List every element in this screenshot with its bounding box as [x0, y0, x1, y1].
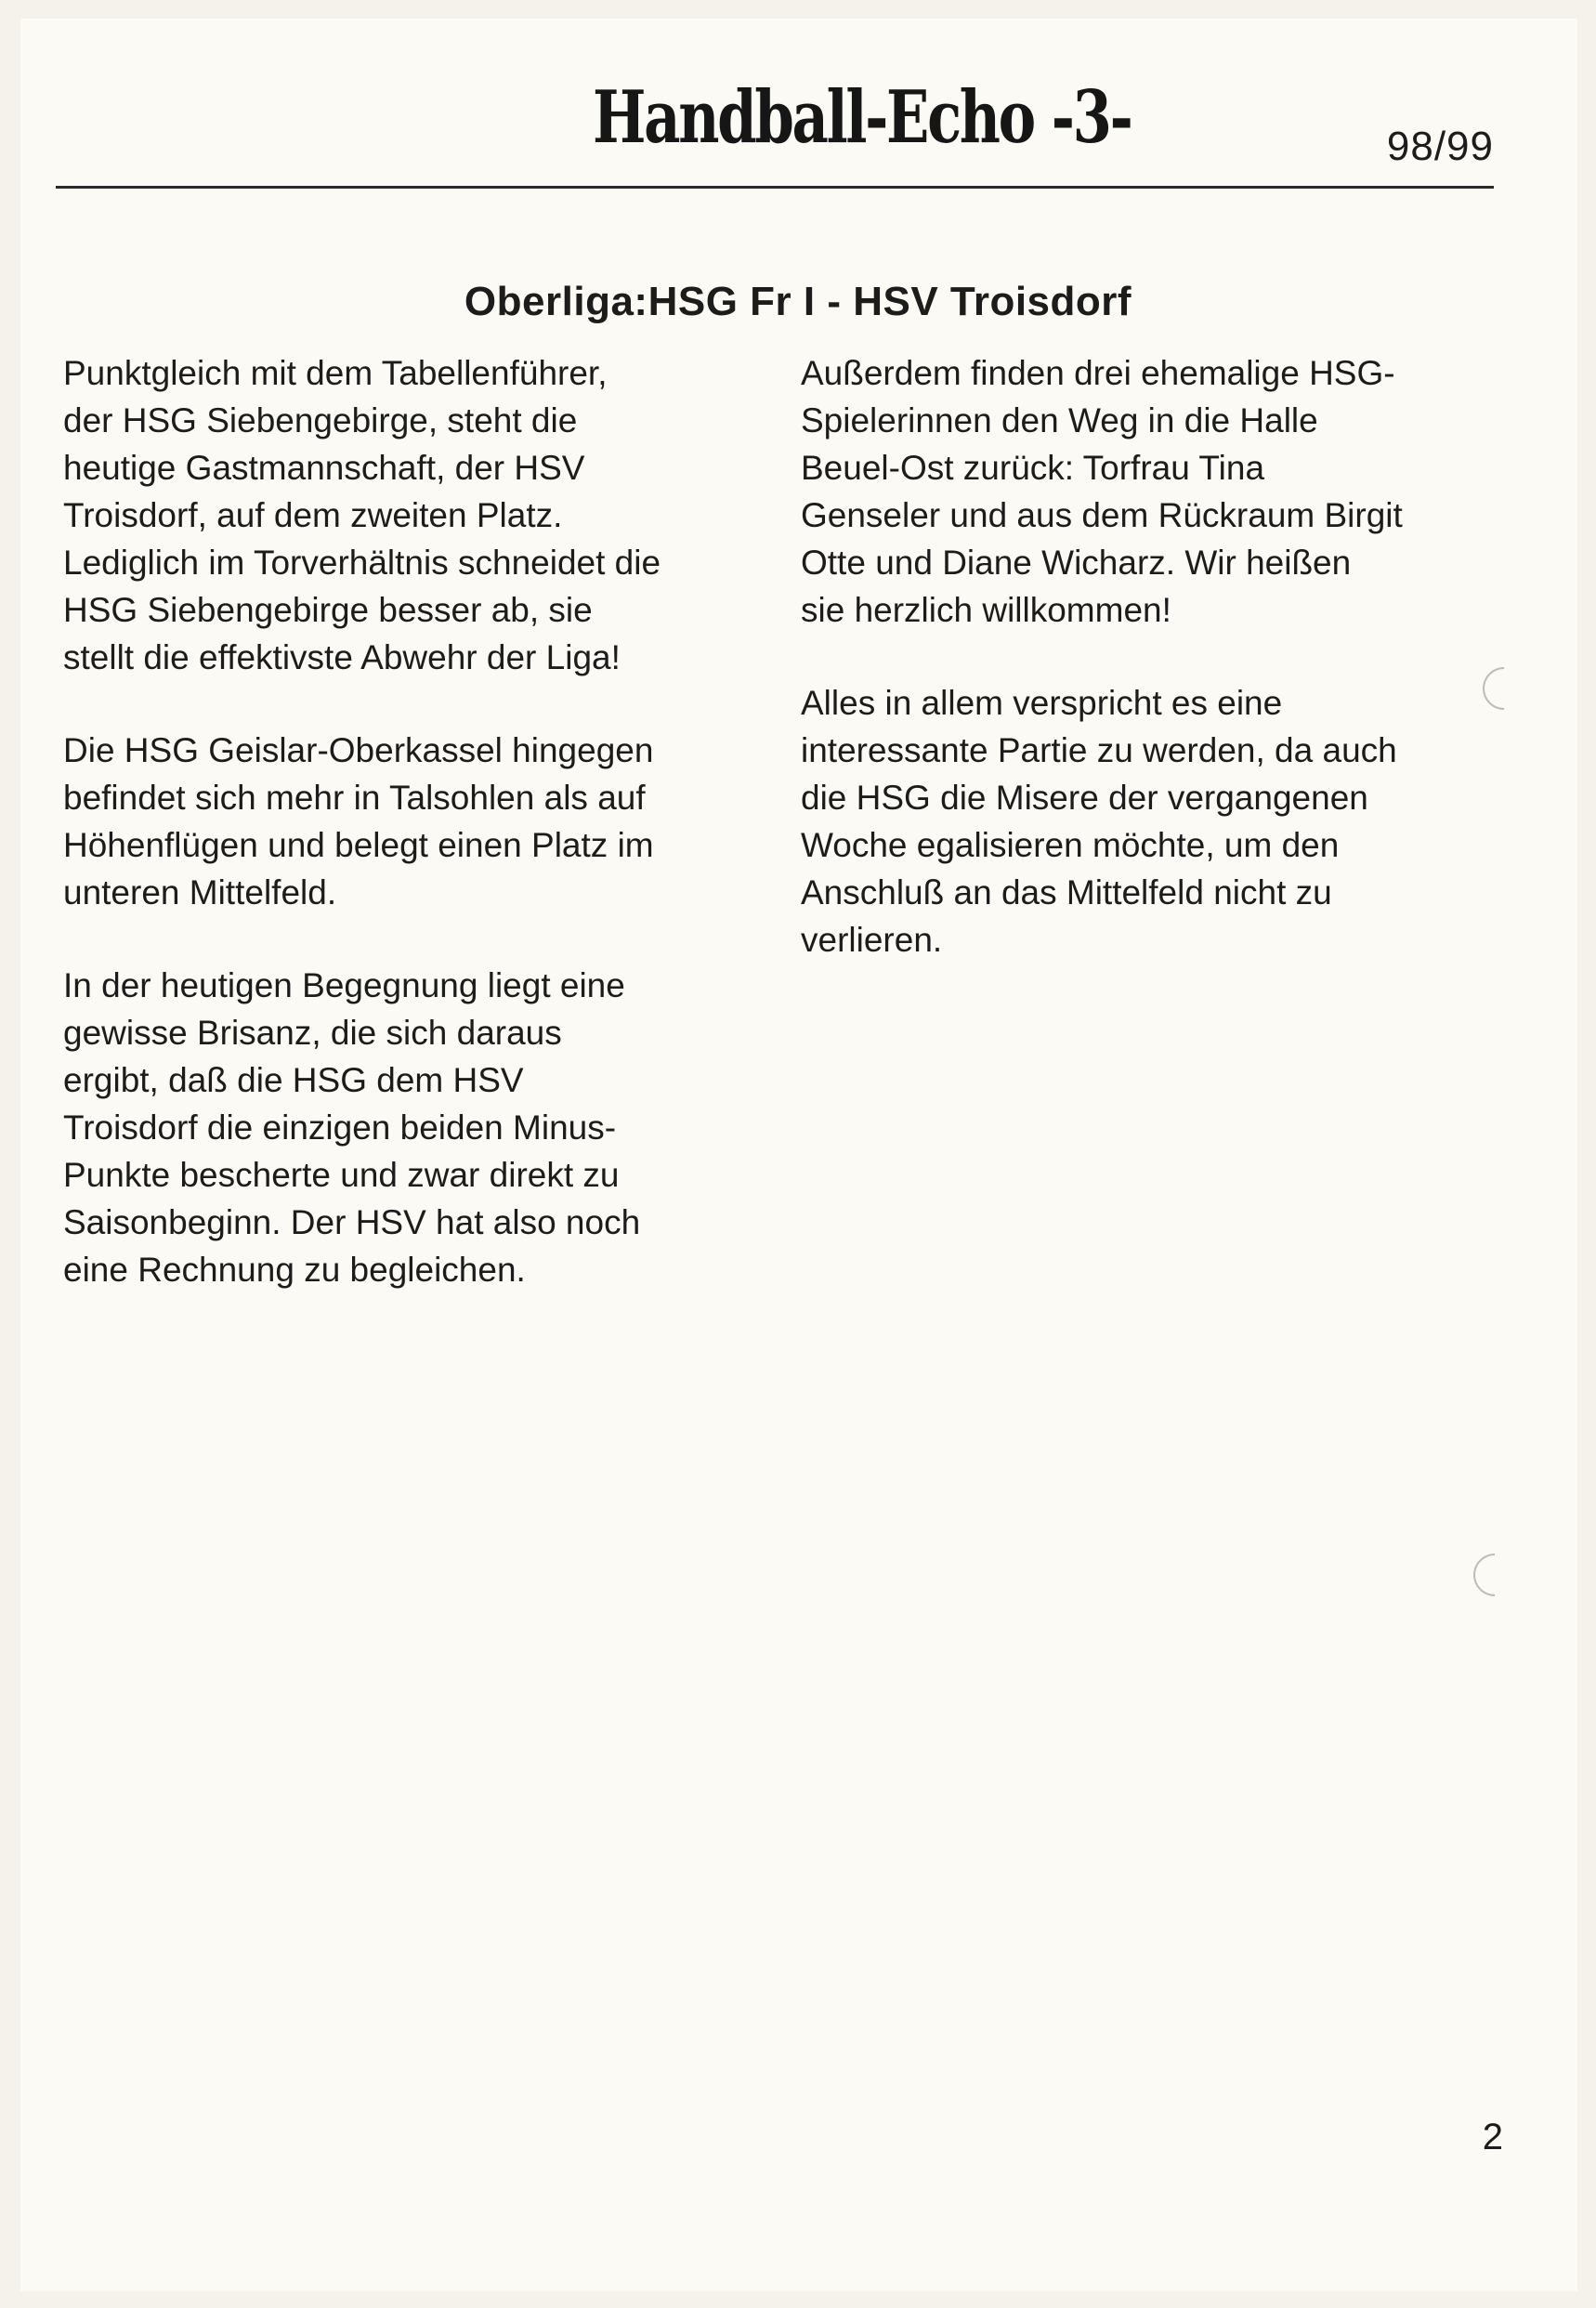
paragraph: Alles in allem verspricht es eine interessante Partie zu werden, da auch die HSG die Misere der vergangenen Woche egalisieren möchte, um den Anschluß an das Mittelfeld nicht zu verlieren.: [801, 684, 1397, 959]
article-column-left: [63, 349, 751, 1339]
paragraph: Punktgleich mit dem Tabellenführer, der HSG Siebengebirge, steht die heutige Gastmannschaft, der HSV Troisdorf, auf dem zweiten Platz. Lediglich im Torverhältnis schneidet die HSG Siebengebirge besser ab, sie stellt die effektivste Abwehr der Liga!: [63, 354, 661, 676]
masthead-logo: Handball-Echo -3-: [593, 75, 1132, 160]
paragraph: Außerdem finden drei ehemalige HSG- Spielerinnen den Weg in die Halle Beuel-Ost zurück: Torfrau Tina Genseler und aus dem Rückraum Birgit Otte und Diane Wicharz. Wir heißen sie herzlich willkommen!: [801, 354, 1403, 629]
page-number: 2: [1482, 2117, 1503, 2157]
paragraph: Die HSG Geislar-Oberkassel hingegen befindet sich mehr in Talsohlen als auf Höhenflügen und belegt einen Platz im unteren Mittelfeld.: [63, 731, 654, 911]
article-title: Oberliga:HSG Fr I - HSV Troisdorf: [464, 279, 1132, 325]
header-rule: [56, 186, 1494, 189]
article-column-right: [801, 349, 1488, 1009]
paragraph: In der heutigen Begegnung liegt eine gewisse Brisanz, die sich daraus ergibt, daß die HSG dem HSV Troisdorf die einzigen beiden Minus- Punkte bescherte und zwar direkt zu Saisonbeginn. Der HSV hat also noch eine Rechnung zu begleichen.: [63, 966, 641, 1289]
season-label: 98/99: [1386, 124, 1494, 169]
